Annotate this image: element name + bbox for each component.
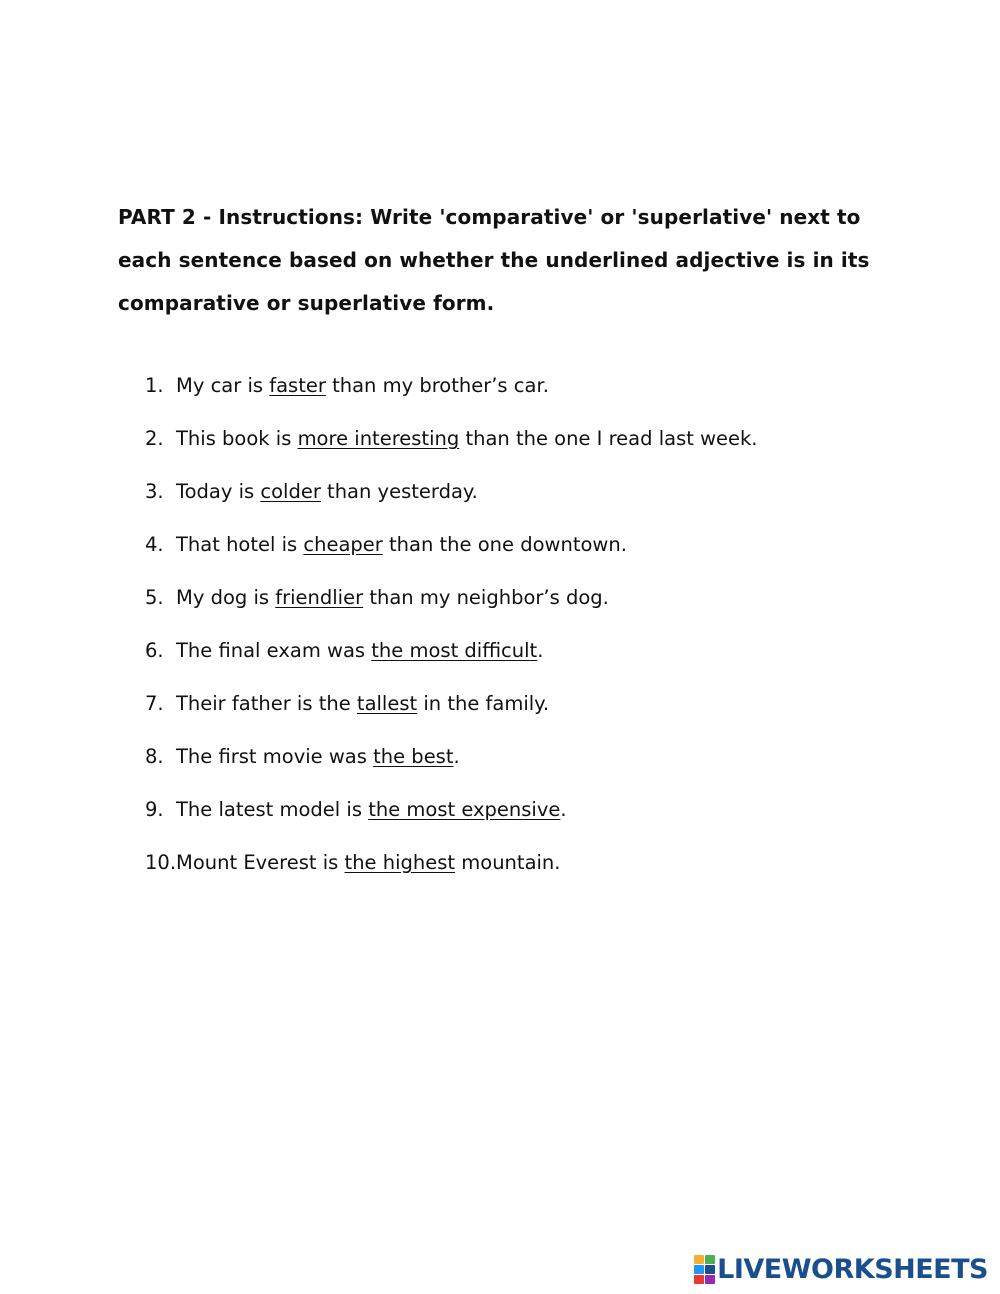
question-number: 2. [145, 427, 164, 450]
question-item [145, 425, 945, 478]
sentence-end: mountain. [455, 851, 561, 874]
sentence-start: My dog is [176, 586, 276, 609]
logo-mark-cell [705, 1255, 715, 1264]
underlined-adjective: friendlier [275, 586, 364, 609]
question-item [145, 478, 945, 531]
sentence-start: This book is [176, 427, 298, 450]
logo-mark-icon [694, 1255, 714, 1283]
underlined-adjective: colder [260, 480, 321, 503]
question-sentence [176, 478, 478, 531]
question-list [145, 372, 945, 902]
underlined-adjective: the most difficult [371, 639, 538, 662]
sentence-end: than yesterday. [320, 480, 478, 503]
question-item [145, 584, 945, 637]
question-number: 1. [145, 374, 164, 397]
logo-mark-cell [705, 1275, 715, 1284]
question-item [145, 743, 945, 796]
sentence-start: The latest model is [176, 798, 369, 821]
question-sentence [176, 637, 543, 690]
sentence-start: My car is [176, 374, 270, 397]
underlined-adjective: more interesting [297, 427, 460, 450]
question-item [145, 531, 945, 584]
question-sentence [176, 796, 567, 849]
sentence-start: Mount Everest is [176, 851, 345, 874]
question-sentence [176, 531, 627, 584]
underlined-adjective: the most expensive [368, 798, 561, 821]
question-item [145, 849, 945, 902]
question-number: 4. [145, 533, 164, 556]
sentence-start: That hotel is [176, 533, 304, 556]
underlined-adjective: faster [269, 374, 326, 397]
question-number: 9. [145, 798, 164, 821]
sentence-start: The first movie was [176, 745, 374, 768]
underlined-adjective: the best [373, 745, 454, 768]
sentence-end: . [453, 745, 460, 768]
underlined-adjective: the highest [344, 851, 456, 874]
sentence-end: . [537, 639, 544, 662]
sentence-start: Today is [176, 480, 261, 503]
question-number: 8. [145, 745, 164, 768]
sentence-end: than my brother’s car. [325, 374, 549, 397]
question-item [145, 690, 945, 743]
sentence-end: than the one I read last week. [459, 427, 758, 450]
question-item [145, 372, 945, 425]
logo-mark-cell [694, 1255, 704, 1264]
question-sentence [176, 425, 758, 478]
question-sentence [176, 849, 561, 902]
question-item [145, 796, 945, 849]
question-number: 7. [145, 692, 164, 715]
question-number: 3. [145, 480, 164, 503]
logo-mark-cell [694, 1265, 704, 1274]
question-number: 6. [145, 639, 164, 662]
sentence-end: than the one downtown. [382, 533, 627, 556]
logo-mark-cell [705, 1265, 715, 1274]
sentence-start: The final exam was [176, 639, 372, 662]
liveworksheets-logo [694, 1252, 988, 1286]
underlined-adjective: cheaper [303, 533, 383, 556]
logo-mark-cell [694, 1275, 704, 1284]
question-number: 5. [145, 586, 164, 609]
sentence-end: . [560, 798, 567, 821]
question-number: 10. [145, 851, 177, 874]
underlined-adjective: tallest [356, 692, 418, 715]
question-sentence [176, 584, 609, 637]
instructions-heading: PART 2 - Instructions: Write 'comparative' or 'superlative' next to each sentence based on whether the underlined adjective is in its comparative or superlative form. [118, 205, 870, 315]
sentence-end: than my neighbor’s dog. [363, 586, 609, 609]
question-item [145, 637, 945, 690]
question-sentence [176, 690, 549, 743]
question-sentence [176, 372, 549, 425]
sentence-start: Their father is the [176, 692, 357, 715]
question-sentence [176, 743, 460, 796]
sentence-end: in the family. [417, 692, 550, 715]
logo-text: LIVEWORKSHEETS [717, 1253, 988, 1285]
